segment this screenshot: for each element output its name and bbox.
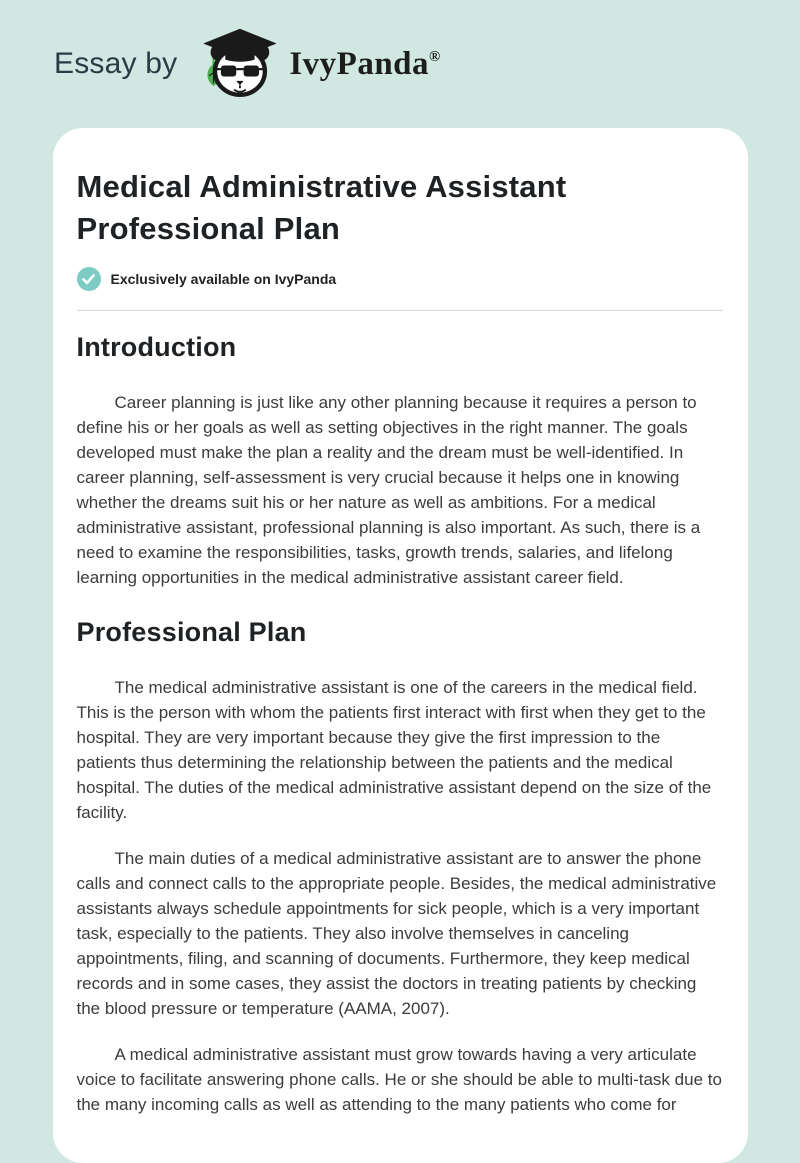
exclusive-badge-label: Exclusively available on IvyPanda — [110, 271, 337, 287]
site-header — [0, 0, 800, 128]
divider — [77, 310, 723, 311]
paragraph: The medical administrative assistant is one of the careers in the medical field. This is the person with whom the patients first interact with first when they get to the hospital. They are very important because they give the first impression to the patients thus determining the relationship between the patients and the medical hospital. The duties of the medical administrative assistant depend on the size of the facility. — [76, 678, 712, 822]
section-heading: Introduction — [76, 332, 237, 362]
brand-name: IvyPanda® — [289, 45, 441, 82]
registered-trademark: ® — [429, 48, 441, 65]
check-icon — [77, 267, 101, 291]
essay-card — [53, 128, 748, 1163]
essay-by-label: Essay by — [54, 47, 178, 80]
page-title: Medical Administrative Assistant Professional Plan — [76, 169, 567, 246]
section-heading: Professional Plan — [76, 617, 307, 647]
panda-graduate-icon — [193, 27, 281, 101]
exclusive-badge — [77, 267, 723, 291]
paragraph: Career planning is just like any other planning because it requires a person to define his or her goals as well as setting objectives in the right manner. The goals developed must make the plan a reality and the dream must be well-identified. In career planning, self-assessment is very crucial because it helps one in knowing whether the dreams suit his or her nature as well as ambitions. For a medical administrative assistant, professional planning is also important. As such, there is a need to examine the responsibilities, tasks, growth trends, salaries, and lifelong learning opportunities in the medical administrative assistant career field. — [76, 393, 701, 587]
paragraph: A medical administrative assistant must grow towards having a very articulate voice to facilitate answering phone calls. He or she should be able to multi-task due to the many incoming calls as well as attending to the many patients who come for — [76, 1045, 722, 1114]
section-introduction — [77, 332, 723, 590]
section-professional-plan — [77, 617, 723, 1117]
paragraph: The main duties of a medical administrative assistant are to answer the phone calls and connect calls to the appropriate people. Besides, the medical administrative assistants always schedule appointments for sick people, which is a very important task, especially to the patients. They also involve themselves in canceling appointments, filing, and scanning of documents. Furthermore, they keep medical records and in some cases, they assist the doctors in treating patients by checking the blood pressure or temperature (AAMA, 2007). — [76, 849, 717, 1018]
ivypanda-logo[interactable] — [193, 27, 440, 101]
